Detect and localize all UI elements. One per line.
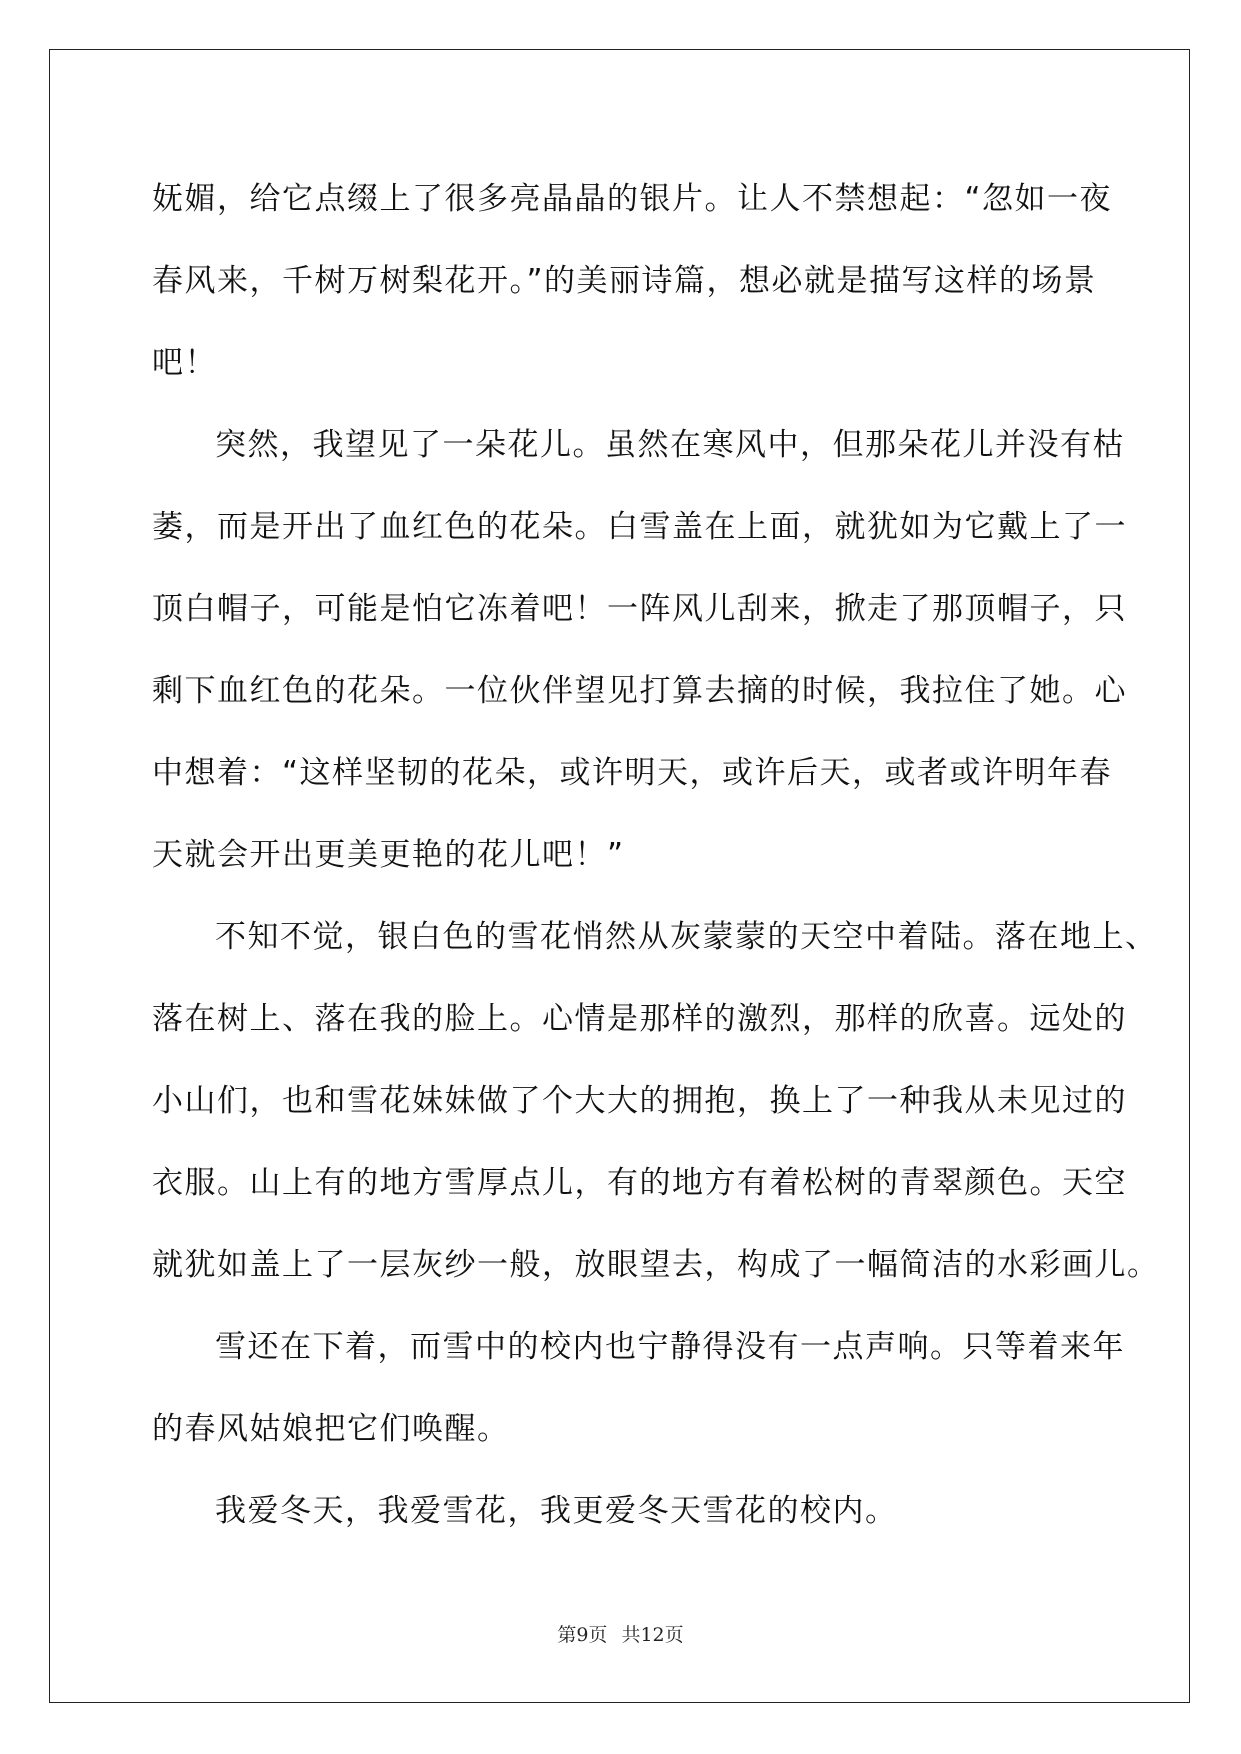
- page-footer: [0, 1620, 1241, 1647]
- text-line: 就犹如盖上了一层灰纱一般，放眼望去，构成了一幅简洁的水彩画儿。: [152, 1247, 1160, 1283]
- text-line: 小山们，也和雪花妹妹做了个大大的拥抱，换上了一种我从未见过的: [152, 1083, 1127, 1119]
- page-total: 共12页: [621, 1624, 684, 1646]
- text-line: 萎，而是开出了血红色的花朵。白雪盖在上面，就犹如为它戴上了一: [152, 509, 1127, 545]
- text-line: 衣服。山上有的地方雪厚点儿，有的地方有着松树的青翠颜色。天空: [152, 1165, 1127, 1201]
- page-number: 第9页: [557, 1624, 608, 1646]
- paragraph-start-line: 雪还在下着，而雪中的校内也宁静得没有一点声响。只等着来年: [215, 1329, 1125, 1365]
- text-line: 落在树上、落在我的脸上。心情是那样的激烈，那样的欣喜。远处的: [152, 1001, 1127, 1037]
- text-line: 中想着：“这样坚韧的花朵，或许明天，或许后天，或者或许明年春: [152, 755, 1113, 791]
- text-line: 的春风姑娘把它们唤醒。: [152, 1411, 510, 1447]
- paragraph-start-line: 突然，我望见了一朵花儿。虽然在寒风中，但那朵花儿并没有枯: [215, 427, 1125, 463]
- text-line: 春风来，千树万树梨花开。”的美丽诗篇，想必就是描写这样的场景: [152, 263, 1097, 299]
- text-line: 剩下血红色的花朵。一位伙伴望见打算去摘的时候，我拉住了她。心: [152, 673, 1127, 709]
- paragraph-start-line: 不知不觉，银白色的雪花悄然从灰蒙蒙的天空中着陆。落在地上、: [215, 919, 1158, 955]
- text-line: 吧！: [152, 345, 217, 381]
- text-line: 顶白帽子，可能是怕它冻着吧！一阵风儿刮来，掀走了那顶帽子，只: [152, 591, 1127, 627]
- text-line: 妩媚，给它点缀上了很多亮晶晶的银片。让人不禁想起：“忽如一夜: [152, 181, 1113, 217]
- paragraph-start-line: 我爱冬天，我爱雪花，我更爱冬天雪花的校内。: [215, 1493, 898, 1529]
- document-body: [152, 158, 1160, 1552]
- text-line: 天就会开出更美更艳的花儿吧！”: [152, 837, 625, 873]
